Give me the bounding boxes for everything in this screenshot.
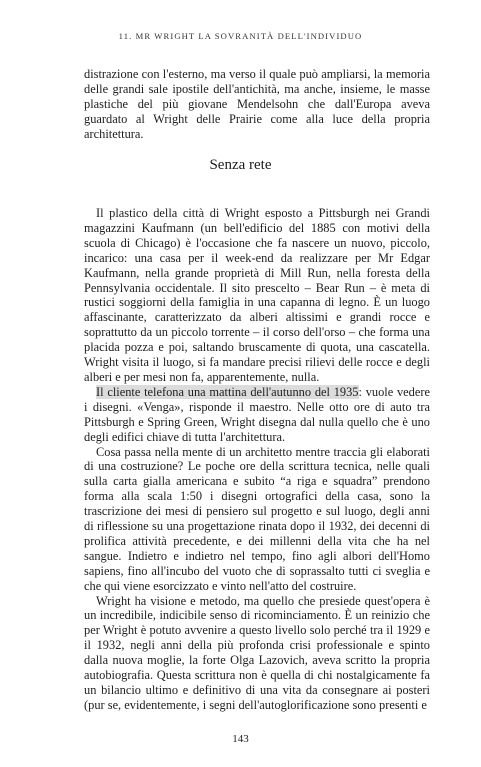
paragraph-2 bbox=[84, 385, 430, 445]
running-head: 11. MR WRIGHT LA SOVRANITÀ DELL'INDIVIDUO bbox=[118, 31, 363, 41]
opening-paragraph-block bbox=[84, 67, 430, 142]
page-number: 143 bbox=[232, 733, 249, 745]
highlighted-sentence: Il cliente telefona una mattina dell'autunno del 1935 bbox=[96, 384, 359, 399]
paragraph-4: Wright ha visione e metodo, ma quello che presiede quest'opera è un incredibile, indicibile senso di ricominciamento. È un reinizio che per Wright è potuto avvenire a questo livello solo perché tra il 1929 e il 1932, negli anni della più profonda crisi professionale e spinto dalla nuova moglie, la forte Olga Lazovich, aveva scritto la propria autobiografia. Questa scrittura non è quella di chi nostalgicamente fa un bilancio ultimo e definitivo di una vita da consegnare ai posteri (pur se, evidentemente, i segni dell'autoglorificazione sono presenti e bbox=[84, 593, 430, 712]
paragraph-2-rest: : vuole vedere i disegni. «Venga», risponde il maestro. Nelle otto ore di auto tra Pittsburgh e Spring Green, Wright disegna dal nulla quello che è uno degli edifici chiave di tutta l'architettura. bbox=[84, 384, 431, 444]
paragraph-1: Il plastico della città di Wright esposto a Pittsburgh nei Grandi magazzini Kaufmann (un bell'edificio del 1885 con motivi della scuola di Chicago) è l'occasione che fa nascere un nuovo, piccolo, incarico: una casa per il week-end da realizzare per Mr Edgar Kaufmann, nella grande proprietà di Mill Run, nella foresta della Pennsylvania occidentale. Il sito prescelto – Bear Run – è meta di rustici soggiorni della famiglia in una capanna di legno. È un luogo affascinante, caratterizzato da alberi altissimi e grandi rocce e soprattutto da un piccolo torrente – il corso dell'orso – che forma una placida pozza e poi, saltando bruscamente di quota, una cascatella. Wright visita il luogo, si fa mandare precisi rilievi delle rocce e degli alberi e per mesi non fa, apparentemente, nulla. bbox=[84, 206, 430, 384]
paragraph-3: Cosa passa nella mente di un architetto mentre traccia gli elaborati di una costruzione? Le poche ore della scrittura tecnica, nelle quali sulla carta gialla americana e subito “a riga e squadra” prendono forma alla scala 1:50 i disegni ortografici della casa, sono la trascrizione dei mesi di pensiero sul progetto e sul luogo, degli anni di riflessione su una progettazione rinata dopo il 1932, dei decenni di prolifica attività precedente, e dei millenni della vita che ha nel sangue. Indietro e indietro nel tempo, fino agli albori dell'Homo sapiens, fino all'incubo del vuoto che di soprassalto tutti ci sveglia e che qui viene esorcizzato e vinto nell'atto del costruire. bbox=[84, 444, 430, 593]
section-title: Senza rete bbox=[209, 157, 272, 173]
opening-paragraph: distrazione con l'esterno, ma verso il quale può ampliarsi, la memoria delle grandi sale ipostile dell'antichità, ma anche, insieme, le masse plastiche del più giovane Mendelsohn che dall'Europa aveva guardato al Wright delle Prairie come alla luce della propria architettura. bbox=[84, 67, 430, 141]
section-body bbox=[84, 206, 430, 713]
